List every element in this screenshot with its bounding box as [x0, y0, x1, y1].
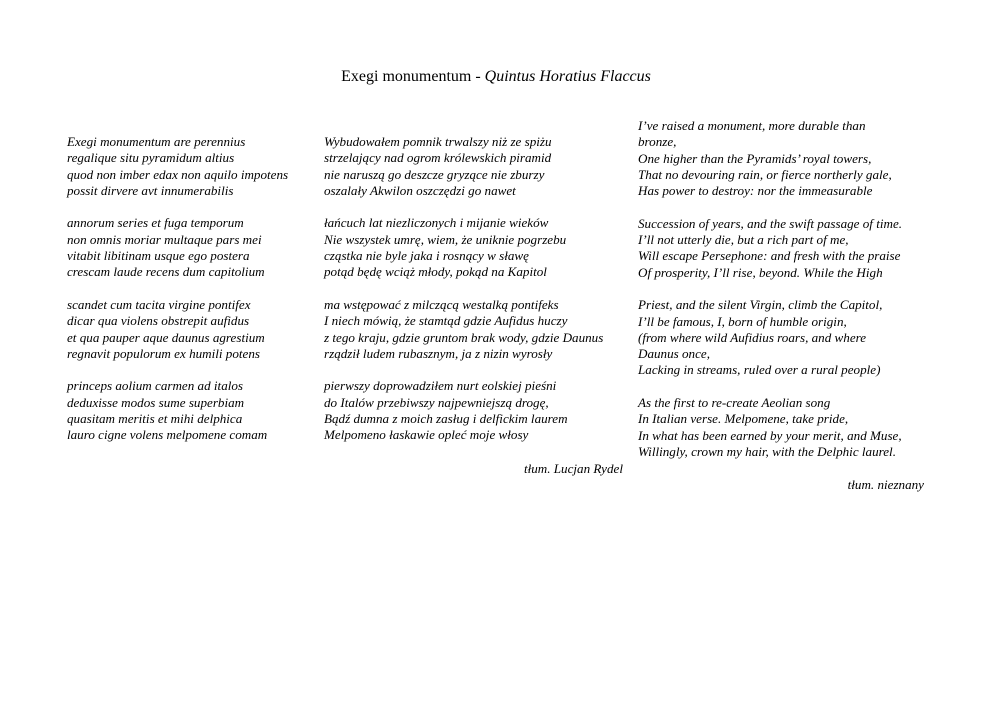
english-stanza — [638, 395, 902, 460]
polish-verse-line: oszalały Akwilon oszczędzi go nawet — [324, 182, 516, 198]
english-verse-line: Daunus once, — [638, 346, 711, 362]
english-verse-line: I’ll not utterly die, but a rich part of me, — [638, 232, 849, 248]
polish-column — [324, 134, 603, 460]
english-verse-line: Willingly, crown my hair, with the Delphic laurel. — [638, 443, 896, 459]
english-verse-line: (from where wild Aufidius roars, and where — [638, 329, 867, 345]
latin-verse-line: dicar qua violens obstrepit aufidus — [67, 313, 250, 329]
english-verse-line: I’ll be famous, I, born of humble origin, — [638, 313, 847, 329]
english-verse-line: Has power to destroy: nor the immeasurable — [638, 183, 873, 199]
latin-verse-line: possit dirvere avt innumerabilis — [67, 182, 234, 198]
polish-verse-line: pierwszy doprowadziłem nurt eolskiej pieśni — [324, 378, 557, 394]
latin-verse-line: princeps aolium carmen ad italos — [67, 378, 244, 394]
polish-verse-line: I niech mówią, że stamtąd gdzie Aufidus huczy — [324, 313, 568, 329]
polish-verse-line: ma wstępować z milczącą westalką pontifeks — [324, 296, 559, 312]
english-verse-line: In what has been earned by your merit, and Muse, — [638, 427, 902, 443]
english-verse-line: In Italian verse. Melpomene, take pride, — [638, 411, 849, 427]
polish-translator-credit: tłum. Lucjan Rydel — [523, 461, 623, 476]
polish-verse-line: łańcuch lat niezliczonych i mijanie wieków — [324, 215, 549, 231]
title-author: Quintus Horatius Flaccus — [484, 68, 651, 85]
polish-verse-line: nie naruszą go deszcze gryzące nie zburzy — [324, 166, 545, 182]
english-verse-line: Lacking in streams, ruled over a rural people) — [638, 362, 881, 378]
polish-verse-line: strzelający nad ogrom królewskich piramid — [324, 150, 552, 166]
polish-verse-line: cząstka nie byle jaka i rosnący w sławę — [324, 248, 529, 264]
latin-stanza — [67, 297, 288, 362]
polish-verse-line: Melpomeno łaskawie opleć moje włosy — [324, 427, 529, 443]
latin-verse-line: annorum series et fuga temporum — [67, 215, 244, 231]
english-verse-line: As the first to re-create Aeolian song — [638, 395, 831, 411]
polish-stanza — [324, 297, 603, 362]
latin-stanza — [67, 134, 288, 199]
latin-verse-line: non omnis moriar multaque pars mei — [67, 231, 262, 247]
english-verse-line: bronze, — [638, 134, 677, 150]
english-translator-credit: tłum. nieznany — [847, 477, 924, 492]
english-verse-line: I’ve raised a monument, more durable than — [638, 118, 866, 133]
english-verse-line: Will escape Persephone: and fresh with the praise — [638, 248, 901, 264]
latin-stanza — [67, 378, 288, 443]
latin-verse-line: regalique situ pyramidum altius — [67, 150, 235, 166]
latin-verse-line: crescam laude recens dum capitolium — [67, 264, 265, 280]
latin-stanza — [67, 215, 288, 280]
latin-verse-line: quasitam meritis et mihi delphica — [67, 411, 243, 427]
latin-verse-line: et qua pauper aque daunus agrestium — [67, 329, 265, 345]
title-text: Exegi monumentum - — [341, 68, 485, 85]
english-verse-line: Succession of years, and the swift passage of time. — [638, 215, 903, 231]
english-verse-line: That no devouring rain, or fierce northerly gale, — [638, 166, 892, 182]
latin-verse-line: lauro cigne volens melpomene comam — [67, 427, 268, 443]
polish-stanza — [324, 134, 603, 199]
english-stanza — [638, 216, 902, 281]
polish-verse-line: Bądź dumna z moich zasług i delfickim laurem — [324, 411, 568, 427]
polish-verse-line: rządził ludem rubasznym, ja z nizin wyrosły — [324, 345, 553, 361]
english-stanza — [638, 297, 902, 378]
latin-verse-line: scandet cum tacita virgine pontifex — [67, 296, 251, 312]
polish-verse-line: Wybudowałem pomnik trwalszy niż ze spiżu — [324, 134, 552, 149]
latin-verse-line: vitabit libitinam usque ego postera — [67, 248, 250, 264]
page-title — [0, 68, 992, 86]
english-column — [638, 118, 902, 477]
english-stanza — [638, 118, 902, 199]
latin-verse-line: deduxisse modos sume superbiam — [67, 394, 245, 410]
polish-verse-line: Nie wszystek umrę, wiem, że uniknie pogrzebu — [324, 231, 567, 247]
polish-verse-line: z tego kraju, gdzie gruntom brak wody, gdzie Daunus — [324, 329, 604, 345]
polish-verse-line: do Italów przebiwszy najpewniejszą drogę, — [324, 394, 549, 410]
latin-verse-line: Exegi monumentum are perennius — [67, 134, 246, 149]
english-verse-line: Of prosperity, I’ll rise, beyond. While the High — [638, 264, 883, 280]
english-verse-line: Priest, and the silent Virgin, climb the Capitol, — [638, 297, 883, 313]
latin-verse-line: regnavit populorum ex humili potens — [67, 345, 260, 361]
polish-verse-line: potąd będę wciąż młody, pokąd na Kapitol — [324, 264, 547, 280]
latin-verse-line: quod non imber edax non aquilo impotens — [67, 166, 289, 182]
latin-column — [67, 134, 288, 460]
polish-stanza — [324, 215, 603, 280]
polish-stanza — [324, 378, 603, 443]
english-verse-line: One higher than the Pyramids’ royal towers, — [638, 150, 872, 166]
